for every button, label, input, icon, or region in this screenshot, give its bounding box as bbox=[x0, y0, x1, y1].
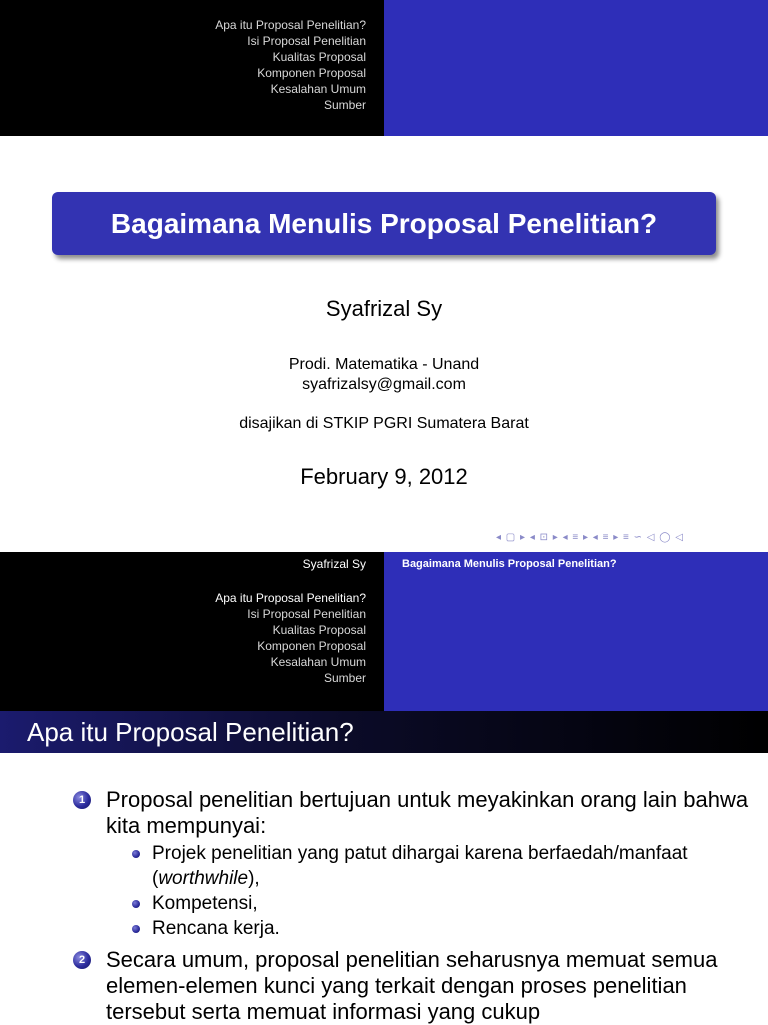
email: syafrizalsy@gmail.com bbox=[302, 376, 466, 393]
nav-item-komponen[interactable]: Komponen Proposal bbox=[257, 66, 366, 80]
frame-title: Apa itu Proposal Penelitian? bbox=[0, 711, 768, 753]
sub-item-text: Kompetensi, bbox=[152, 893, 258, 914]
author-name: Syafrizal Sy bbox=[325, 296, 443, 321]
item-text: Secara umum, proposal penelitian seharusnya memuat semua elemen-elemen kunci yang terkait dengan proses penelitian tersebut serta memuat informasi yang cukup bbox=[106, 947, 718, 1024]
slide-content bbox=[0, 787, 768, 1025]
nav-item-komponen[interactable]: Komponen Proposal bbox=[257, 639, 366, 653]
event-info: disajikan di STKIP PGRI Sumatera Barat bbox=[239, 415, 529, 432]
presentation-date: February 9, 2012 bbox=[300, 464, 468, 489]
nav-item-kesalahan[interactable]: Kesalahan Umum bbox=[270, 82, 366, 96]
institution: Prodi. Matematika - Unand bbox=[288, 356, 480, 373]
nav-item-kualitas[interactable]: Kualitas Proposal bbox=[272, 623, 366, 637]
bullet-icon bbox=[132, 925, 140, 933]
slide1-header bbox=[0, 0, 768, 136]
nav-item-kesalahan[interactable]: Kesalahan Umum bbox=[270, 655, 366, 669]
bullet-icon bbox=[132, 900, 140, 908]
beamer-navigation-symbols[interactable]: ◂ ▢ ▸ ◂ ⊡ ▸ ◂ ≡ ▸ ◂ ≡ ▸ ≡ ∽ ◁ ◯ ◁ bbox=[496, 532, 684, 543]
slide2-header bbox=[0, 552, 768, 711]
nav-item-apa-itu[interactable]: Apa itu Proposal Penelitian? bbox=[215, 591, 366, 605]
nav-item-kualitas[interactable]: Kualitas Proposal bbox=[272, 50, 366, 64]
header-author: Syafrizal Sy bbox=[302, 557, 366, 571]
nav-item-apa-itu[interactable]: Apa itu Proposal Penelitian? bbox=[215, 18, 366, 32]
nav-item-isi[interactable]: Isi Proposal Penelitian bbox=[247, 607, 366, 621]
sub-item bbox=[106, 841, 768, 891]
sub-item bbox=[106, 891, 768, 916]
section-nav bbox=[0, 0, 384, 136]
sub-item-text: Rencana kerja. bbox=[152, 918, 280, 939]
sub-item bbox=[106, 916, 768, 941]
number-ball-icon: 2 bbox=[73, 951, 91, 969]
nav-item-sumber[interactable]: Sumber bbox=[323, 671, 366, 685]
header-short-title: Bagaimana Menulis Proposal Penelitian? bbox=[402, 558, 617, 570]
header-right-panel bbox=[384, 0, 768, 136]
enumerate-item bbox=[0, 787, 768, 941]
bullet-icon bbox=[132, 850, 140, 858]
header-right-panel-2 bbox=[384, 552, 768, 711]
number-ball-icon: 1 bbox=[73, 791, 91, 809]
nav-item-sumber[interactable]: Sumber bbox=[323, 98, 366, 112]
presentation-title: Bagaimana Menulis Proposal Penelitian? bbox=[52, 192, 716, 255]
item-text: Proposal penelitian bertujuan untuk meyakinkan orang lain bahwa kita mempunyai: bbox=[106, 787, 749, 838]
author-affiliation bbox=[0, 355, 768, 395]
sub-item-text: Projek penelitian yang patut dihargai karena berfaedah/manfaat (worthwhile), bbox=[152, 843, 688, 889]
nav-item-isi[interactable]: Isi Proposal Penelitian bbox=[247, 34, 366, 48]
section-nav-2 bbox=[0, 552, 384, 711]
sub-list bbox=[106, 841, 768, 941]
enumerate-item bbox=[0, 947, 768, 1025]
